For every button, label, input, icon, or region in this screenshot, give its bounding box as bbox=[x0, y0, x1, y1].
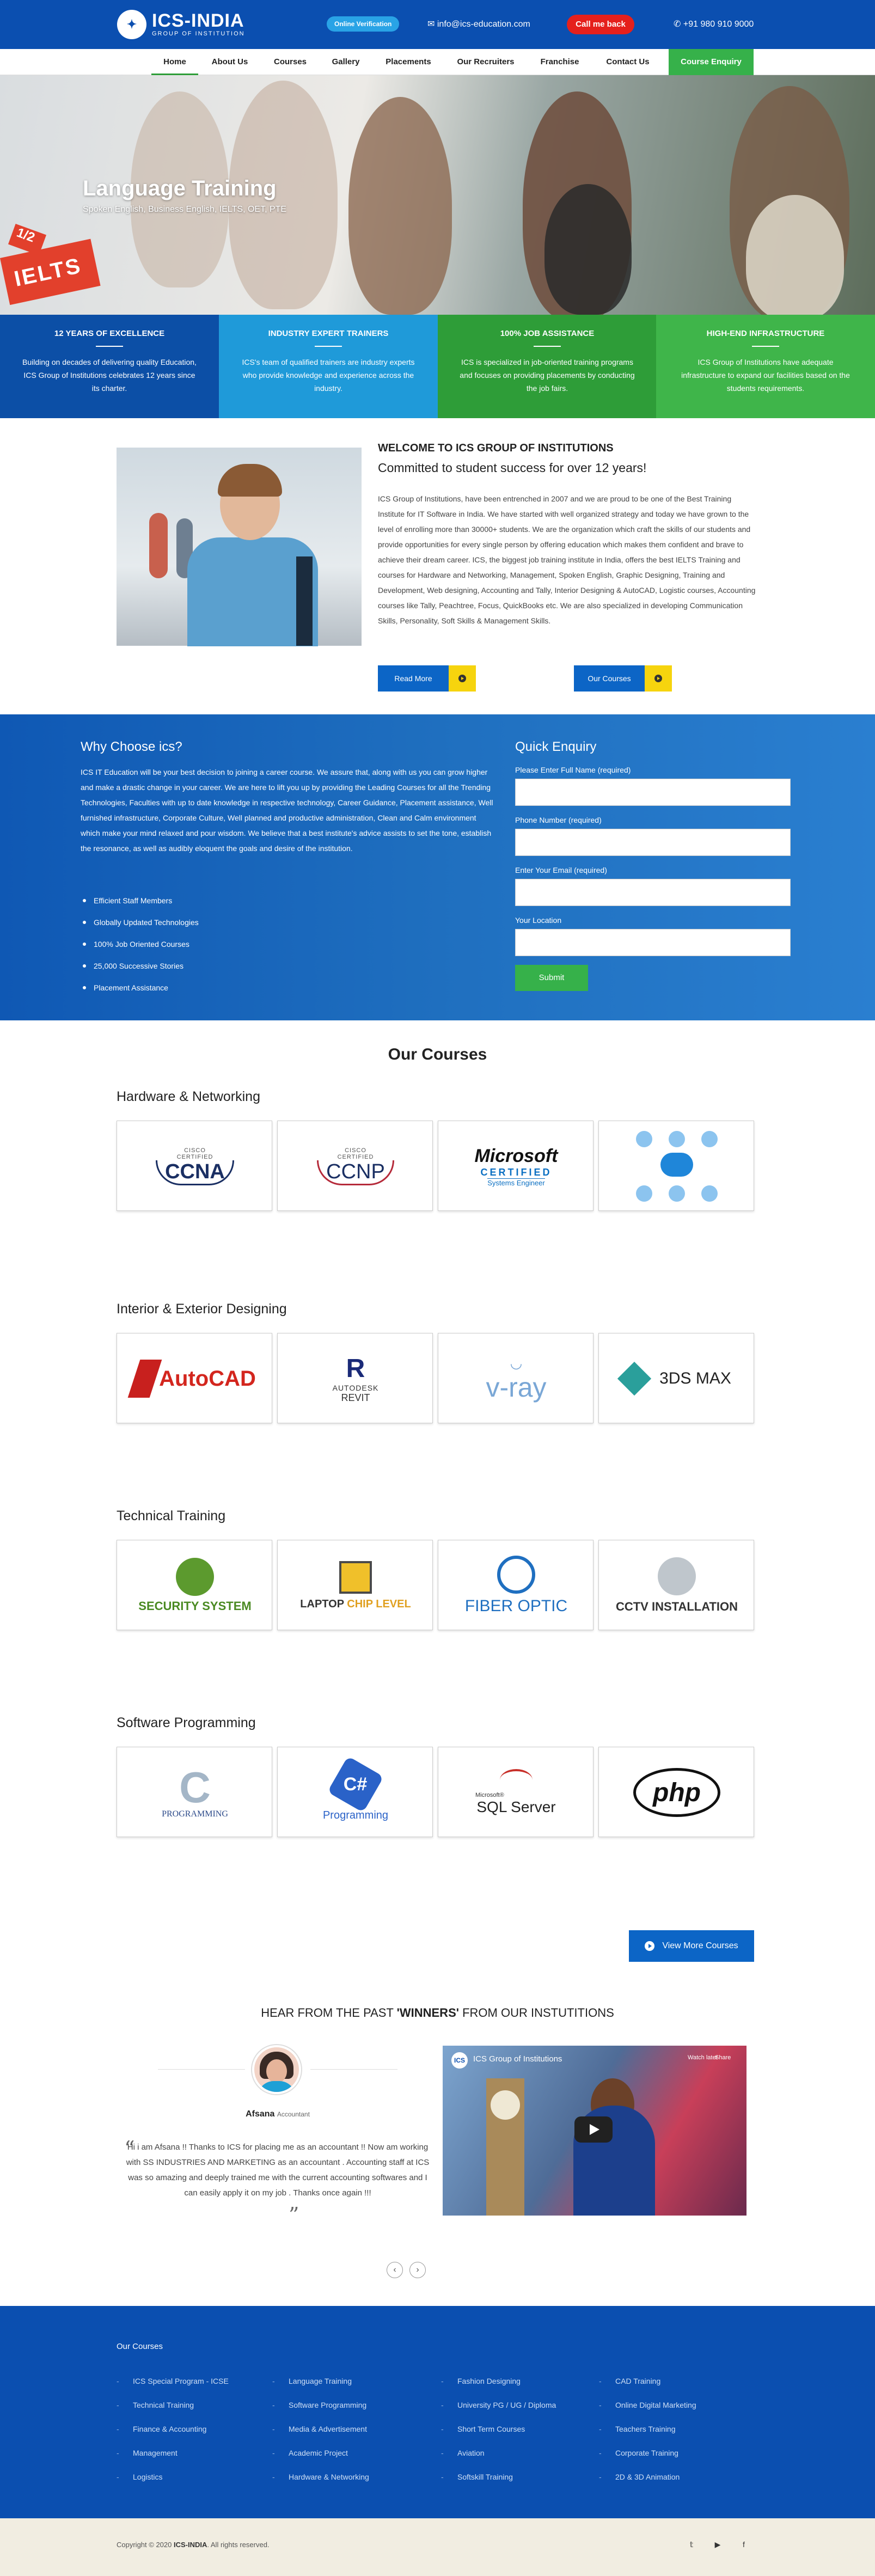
site-logo[interactable] bbox=[117, 8, 245, 41]
feature-title: HIGH-END INFRASTRUCTURE bbox=[706, 329, 825, 338]
nav-courses[interactable]: Courses bbox=[273, 57, 307, 66]
footer-link[interactable]: - Language Training bbox=[272, 2376, 369, 2400]
course-card-laptop-chip-level[interactable] bbox=[277, 1540, 433, 1630]
quote-open-icon: “ bbox=[124, 2137, 135, 2161]
footer-link[interactable]: - Logistics bbox=[117, 2471, 229, 2495]
avatar bbox=[252, 2045, 301, 2094]
course-card-mcse[interactable] bbox=[438, 1121, 593, 1211]
footer-link[interactable]: - Management bbox=[117, 2447, 229, 2471]
phone-icon: ✆ bbox=[674, 20, 681, 29]
category-title: Software Programming bbox=[117, 1715, 256, 1730]
feature-title: 12 YEARS OF EXCELLENCE bbox=[54, 329, 165, 338]
nav-franchise[interactable]: Franchise bbox=[540, 57, 579, 66]
list-item: Globally Updated Technologies bbox=[81, 911, 199, 933]
location-field[interactable] bbox=[515, 929, 791, 956]
course-card-csharp[interactable] bbox=[277, 1747, 433, 1837]
name-label: Please Enter Full Name (required) bbox=[515, 766, 631, 774]
carousel-prev-icon[interactable]: ‹ bbox=[387, 2262, 403, 2278]
feature-text: ICS's team of qualified trainers are industry experts who provide knowledge and experience across the industry. bbox=[242, 358, 415, 393]
hero-slider bbox=[0, 75, 875, 315]
fiber-optic-logo-icon: FIBER OPTIC bbox=[438, 1540, 593, 1630]
twitter-icon[interactable]: 𝕥 bbox=[689, 2540, 694, 2549]
feature-box bbox=[656, 315, 875, 418]
footer-link[interactable]: - Short Term Courses bbox=[441, 2424, 556, 2447]
footer-link[interactable]: - 2D & 3D Animation bbox=[599, 2471, 696, 2495]
feature-text: ICS Group of Institutions have adequate infrastructure to expand our facilities based on the students requirements. bbox=[681, 358, 850, 393]
nav-course-enquiry[interactable]: Course Enquiry bbox=[669, 49, 754, 75]
hero-sign-badge bbox=[8, 224, 46, 255]
footer-link[interactable]: - Teachers Training bbox=[599, 2424, 696, 2447]
welcome-student-image bbox=[117, 448, 362, 646]
list-item: 100% Job Oriented Courses bbox=[81, 933, 199, 955]
csharp-logo-icon: C# Programming bbox=[278, 1747, 433, 1837]
c-programming-logo-icon: C PROGRAMMING bbox=[162, 1763, 228, 1819]
category-title: Technical Training bbox=[117, 1508, 226, 1523]
course-card-cloud[interactable] bbox=[598, 1121, 754, 1211]
nav-home[interactable]: Home bbox=[151, 49, 198, 75]
facebook-icon[interactable]: f bbox=[743, 2540, 745, 2549]
footer-link[interactable]: - Finance & Accounting bbox=[117, 2424, 229, 2447]
our-courses-button[interactable] bbox=[574, 665, 672, 692]
why-title: Why Choose ics? bbox=[81, 739, 182, 754]
ccna-logo-icon: CISCO CERTIFIED CCNA bbox=[117, 1121, 272, 1211]
course-card-fiber-optic[interactable] bbox=[438, 1540, 593, 1630]
email-field[interactable] bbox=[515, 879, 791, 906]
nav-gallery[interactable]: Gallery bbox=[332, 57, 360, 66]
youtube-icon[interactable]: ▶ bbox=[714, 2540, 721, 2549]
footer-column bbox=[441, 2376, 556, 2495]
hero-person-image bbox=[746, 195, 844, 315]
share-button[interactable]: Share bbox=[715, 2054, 731, 2061]
email-link[interactable] bbox=[427, 19, 530, 29]
feature-box bbox=[438, 315, 657, 418]
quote-close-icon: ” bbox=[289, 2203, 299, 2227]
hero-person-image bbox=[544, 184, 632, 315]
footer-title: Our Courses bbox=[117, 2342, 163, 2351]
list-item: 25,000 Successive Stories bbox=[81, 955, 199, 977]
nav-contact-us[interactable]: Contact Us bbox=[606, 57, 650, 66]
testimonials-title: HEAR FROM THE PAST 'WINNERS' FROM OUR INSTUTITIONS bbox=[261, 2006, 614, 2020]
read-more-label: Read More bbox=[378, 665, 449, 692]
category-title: Hardware & Networking bbox=[117, 1089, 260, 1104]
why-choose-section bbox=[0, 714, 875, 1020]
why-text: ICS IT Education will be your best decision to joining a career course. We assure that, along with us you can grow higher and make a drastic change in your career. We are here to lift you up by providing the Leading Courses for all the Trending Technologies, Faculties with up to date knowledge in respective technology, Career Guidance, Placement assistance, Well furnished infrastructure, Corporate Culture, Well planned and productive administration, Clean and Calm environment which make your mind relaxed and pour wisdom. We believe that a best institute's advice assists to set the tone, establish the resonance, as well as audibly eloquent the goals and desire of the institution. bbox=[81, 768, 493, 853]
logo-name: ICS-INDIA bbox=[152, 10, 244, 31]
main-nav bbox=[0, 49, 875, 75]
testimonial-name: Afsana Accountant bbox=[246, 2109, 310, 2119]
hero-sign-badge-text: 1/2 bbox=[14, 225, 37, 246]
phone-text: +91 980 910 9000 bbox=[683, 20, 754, 29]
sql-server-logo-icon: Microsoft® SQL Server bbox=[438, 1747, 593, 1837]
phone-field[interactable] bbox=[515, 829, 791, 856]
course-card-security-system[interactable] bbox=[117, 1540, 272, 1630]
carousel-next-icon[interactable]: › bbox=[409, 2262, 426, 2278]
logo-tagline: GROUP OF INSTITUTION bbox=[152, 30, 245, 37]
welcome-title: WELCOME TO ICS GROUP OF INSTITUTIONS bbox=[378, 442, 614, 454]
email-text: info@ics-education.com bbox=[437, 20, 530, 29]
our-courses-label: Our Courses bbox=[574, 665, 645, 692]
online-verification-button[interactable]: Online Verification bbox=[327, 16, 399, 32]
view-more-courses-button[interactable] bbox=[629, 1930, 754, 1962]
ielts-sign bbox=[0, 239, 101, 305]
feature-title: 100% JOB ASSISTANCE bbox=[500, 329, 595, 338]
ielts-sign-text: IELTS bbox=[12, 253, 84, 291]
logo-emblem-icon: ✦ bbox=[117, 10, 146, 39]
footer-column bbox=[272, 2376, 369, 2495]
course-card-revit[interactable] bbox=[277, 1333, 433, 1423]
course-card-vray[interactable] bbox=[438, 1333, 593, 1423]
name-field[interactable] bbox=[515, 779, 791, 806]
footer-link[interactable]: - Softskill Training bbox=[441, 2471, 556, 2495]
phone-link[interactable] bbox=[674, 19, 754, 29]
email-label: Enter Your Email (required) bbox=[515, 866, 607, 874]
footer-link[interactable]: - Corporate Training bbox=[599, 2447, 696, 2471]
list-item: Efficient Staff Members bbox=[81, 890, 199, 911]
footer-link[interactable]: - Aviation bbox=[441, 2447, 556, 2471]
course-card-ccnp[interactable] bbox=[277, 1121, 433, 1211]
divider bbox=[158, 2069, 245, 2070]
hero-person-image bbox=[348, 97, 452, 315]
php-logo-icon: php bbox=[599, 1747, 754, 1837]
quick-enquiry-title: Quick Enquiry bbox=[515, 739, 597, 754]
footer-link[interactable]: - Media & Advertisement bbox=[272, 2424, 369, 2447]
courses-title: Our Courses bbox=[388, 1045, 487, 1063]
feature-box bbox=[219, 315, 438, 418]
location-label: Your Location bbox=[515, 916, 562, 925]
cloud-computing-icon bbox=[599, 1121, 754, 1211]
course-card-sql-server[interactable] bbox=[438, 1747, 593, 1837]
testimonial-video[interactable] bbox=[443, 2046, 746, 2216]
list-item: Placement Assistance bbox=[81, 977, 199, 999]
footer-link[interactable]: - CAD Training bbox=[599, 2376, 696, 2400]
course-card-cctv[interactable] bbox=[598, 1540, 754, 1630]
course-card-php[interactable] bbox=[598, 1747, 754, 1837]
cctv-logo-icon: CCTV INSTALLATION bbox=[599, 1540, 754, 1630]
arrow-circle-icon bbox=[645, 1941, 654, 1951]
laptop-chip-level-logo-icon: LAPTOP CHIP LEVEL bbox=[278, 1540, 433, 1630]
course-card-3dsmax[interactable] bbox=[598, 1333, 754, 1423]
play-icon[interactable] bbox=[574, 2116, 613, 2143]
top-bar bbox=[0, 0, 875, 49]
call-me-back-button[interactable]: Call me back bbox=[567, 15, 634, 34]
submit-button[interactable]: Submit bbox=[515, 965, 588, 991]
nav-about-us[interactable]: About Us bbox=[211, 57, 248, 66]
feature-text: Building on decades of delivering quality Education, ICS Group of Institutions celebrates 12 years since its charter. bbox=[22, 358, 197, 393]
course-card-autocad[interactable] bbox=[117, 1333, 272, 1423]
video-title[interactable]: ICS Group of Institutions bbox=[473, 2054, 562, 2064]
footer-link[interactable]: - Hardware & Networking bbox=[272, 2471, 369, 2495]
footer bbox=[0, 2306, 875, 2518]
footer-link[interactable]: - Academic Project bbox=[272, 2447, 369, 2471]
course-card-ccna[interactable] bbox=[117, 1121, 272, 1211]
hero-title: Language Training bbox=[83, 176, 277, 200]
bottom-bar bbox=[0, 2518, 875, 2576]
course-card-c-programming[interactable] bbox=[117, 1747, 272, 1837]
copyright-text: Copyright © 2020 ICS-INDIA. All rights reserved. bbox=[117, 2541, 270, 2549]
arrow-circle-icon bbox=[645, 665, 672, 692]
footer-column bbox=[599, 2376, 696, 2495]
feature-title: INDUSTRY EXPERT TRAINERS bbox=[268, 329, 389, 338]
revit-logo-icon: R AUTODESK REVIT bbox=[332, 1354, 379, 1403]
channel-logo-icon: ICS bbox=[451, 2052, 468, 2069]
footer-link[interactable]: - Technical Training bbox=[117, 2400, 229, 2424]
nav-placements[interactable]: Placements bbox=[386, 57, 431, 66]
3dsmax-logo-icon: 3DS MAX bbox=[599, 1333, 754, 1423]
ccnp-logo-icon: CISCO CERTIFIED CCNP bbox=[278, 1121, 433, 1211]
feature-box bbox=[0, 315, 219, 418]
vray-logo-icon: ◡ v-ray bbox=[486, 1354, 547, 1403]
footer-link[interactable]: - ICS Special Program - ICSE bbox=[117, 2376, 229, 2400]
security-system-logo-icon: SECURITY SYSTEM bbox=[117, 1540, 272, 1630]
watch-later-button[interactable]: Watch later bbox=[688, 2054, 718, 2061]
footer-link[interactable]: - Online Digital Marketing bbox=[599, 2400, 696, 2424]
nav-our-recruiters[interactable]: Our Recruiters bbox=[457, 57, 515, 66]
category-title: Interior & Exterior Designing bbox=[117, 1301, 287, 1317]
footer-link[interactable]: - University PG / UG / Diploma bbox=[441, 2400, 556, 2424]
hero-subtitle: Spoken English, Business English, IELTS, OET, PTE bbox=[83, 205, 287, 214]
why-list bbox=[81, 890, 199, 999]
footer-link[interactable]: - Fashion Designing bbox=[441, 2376, 556, 2400]
feature-text: ICS is specialized in job-oriented training programs and focuses on providing placements by conducting the job fairs. bbox=[460, 358, 635, 393]
read-more-button[interactable] bbox=[378, 665, 476, 692]
arrow-circle-icon bbox=[449, 665, 476, 692]
microsoft-certified-logo-icon: Microsoft CERTIFIED Systems Engineer bbox=[474, 1146, 558, 1187]
welcome-subtitle: Committed to student success for over 12 years! bbox=[378, 461, 647, 475]
footer-link[interactable]: - Software Programming bbox=[272, 2400, 369, 2424]
mail-icon: ✉ bbox=[427, 20, 435, 29]
autocad-logo-icon: AutoCAD bbox=[117, 1333, 272, 1423]
welcome-text: ICS Group of Institutions, have been entrenched in 2007 and we are proud to be one of the Best Training Institute for IT Software in India. We have started with well organized strategy and today we have grown to the level of enrolling more than 30000+ students. We are the organization which craft the skills of our students and provide opportunities for every single person by offering education which makes them confident and brave to achieve their dream career. ICS, the biggest job training institute in India, offers the best IELTS Training and courses for Hardware and Networking, Management, Spoken English, Graphic Designing, Training and Development, Web designing, Accounting and Tally, Interior Designing & AutoCAD, Logistic courses, Accounting courses like Tally, Peachtree, Focus, QuickBooks etc. We are also specialized in developing Communication Skills, Personality, Soft Skills & Management Skills. bbox=[378, 494, 756, 625]
footer-column bbox=[117, 2376, 229, 2495]
view-more-label: View More Courses bbox=[662, 1941, 738, 1950]
divider bbox=[310, 2069, 397, 2070]
testimonial-quote: Hi i am Afsana !! Thanks to ICS for placing me as an accountant !! Now am working with SS INDUSTRIES AND MARKETING as an accountant . Accounting staff at ICS was so amazing and deeply trained me with the current accounting softwares and I can easily apply it on my job . Thanks once again !!! bbox=[126, 2143, 430, 2198]
phone-label: Phone Number (required) bbox=[515, 816, 602, 824]
